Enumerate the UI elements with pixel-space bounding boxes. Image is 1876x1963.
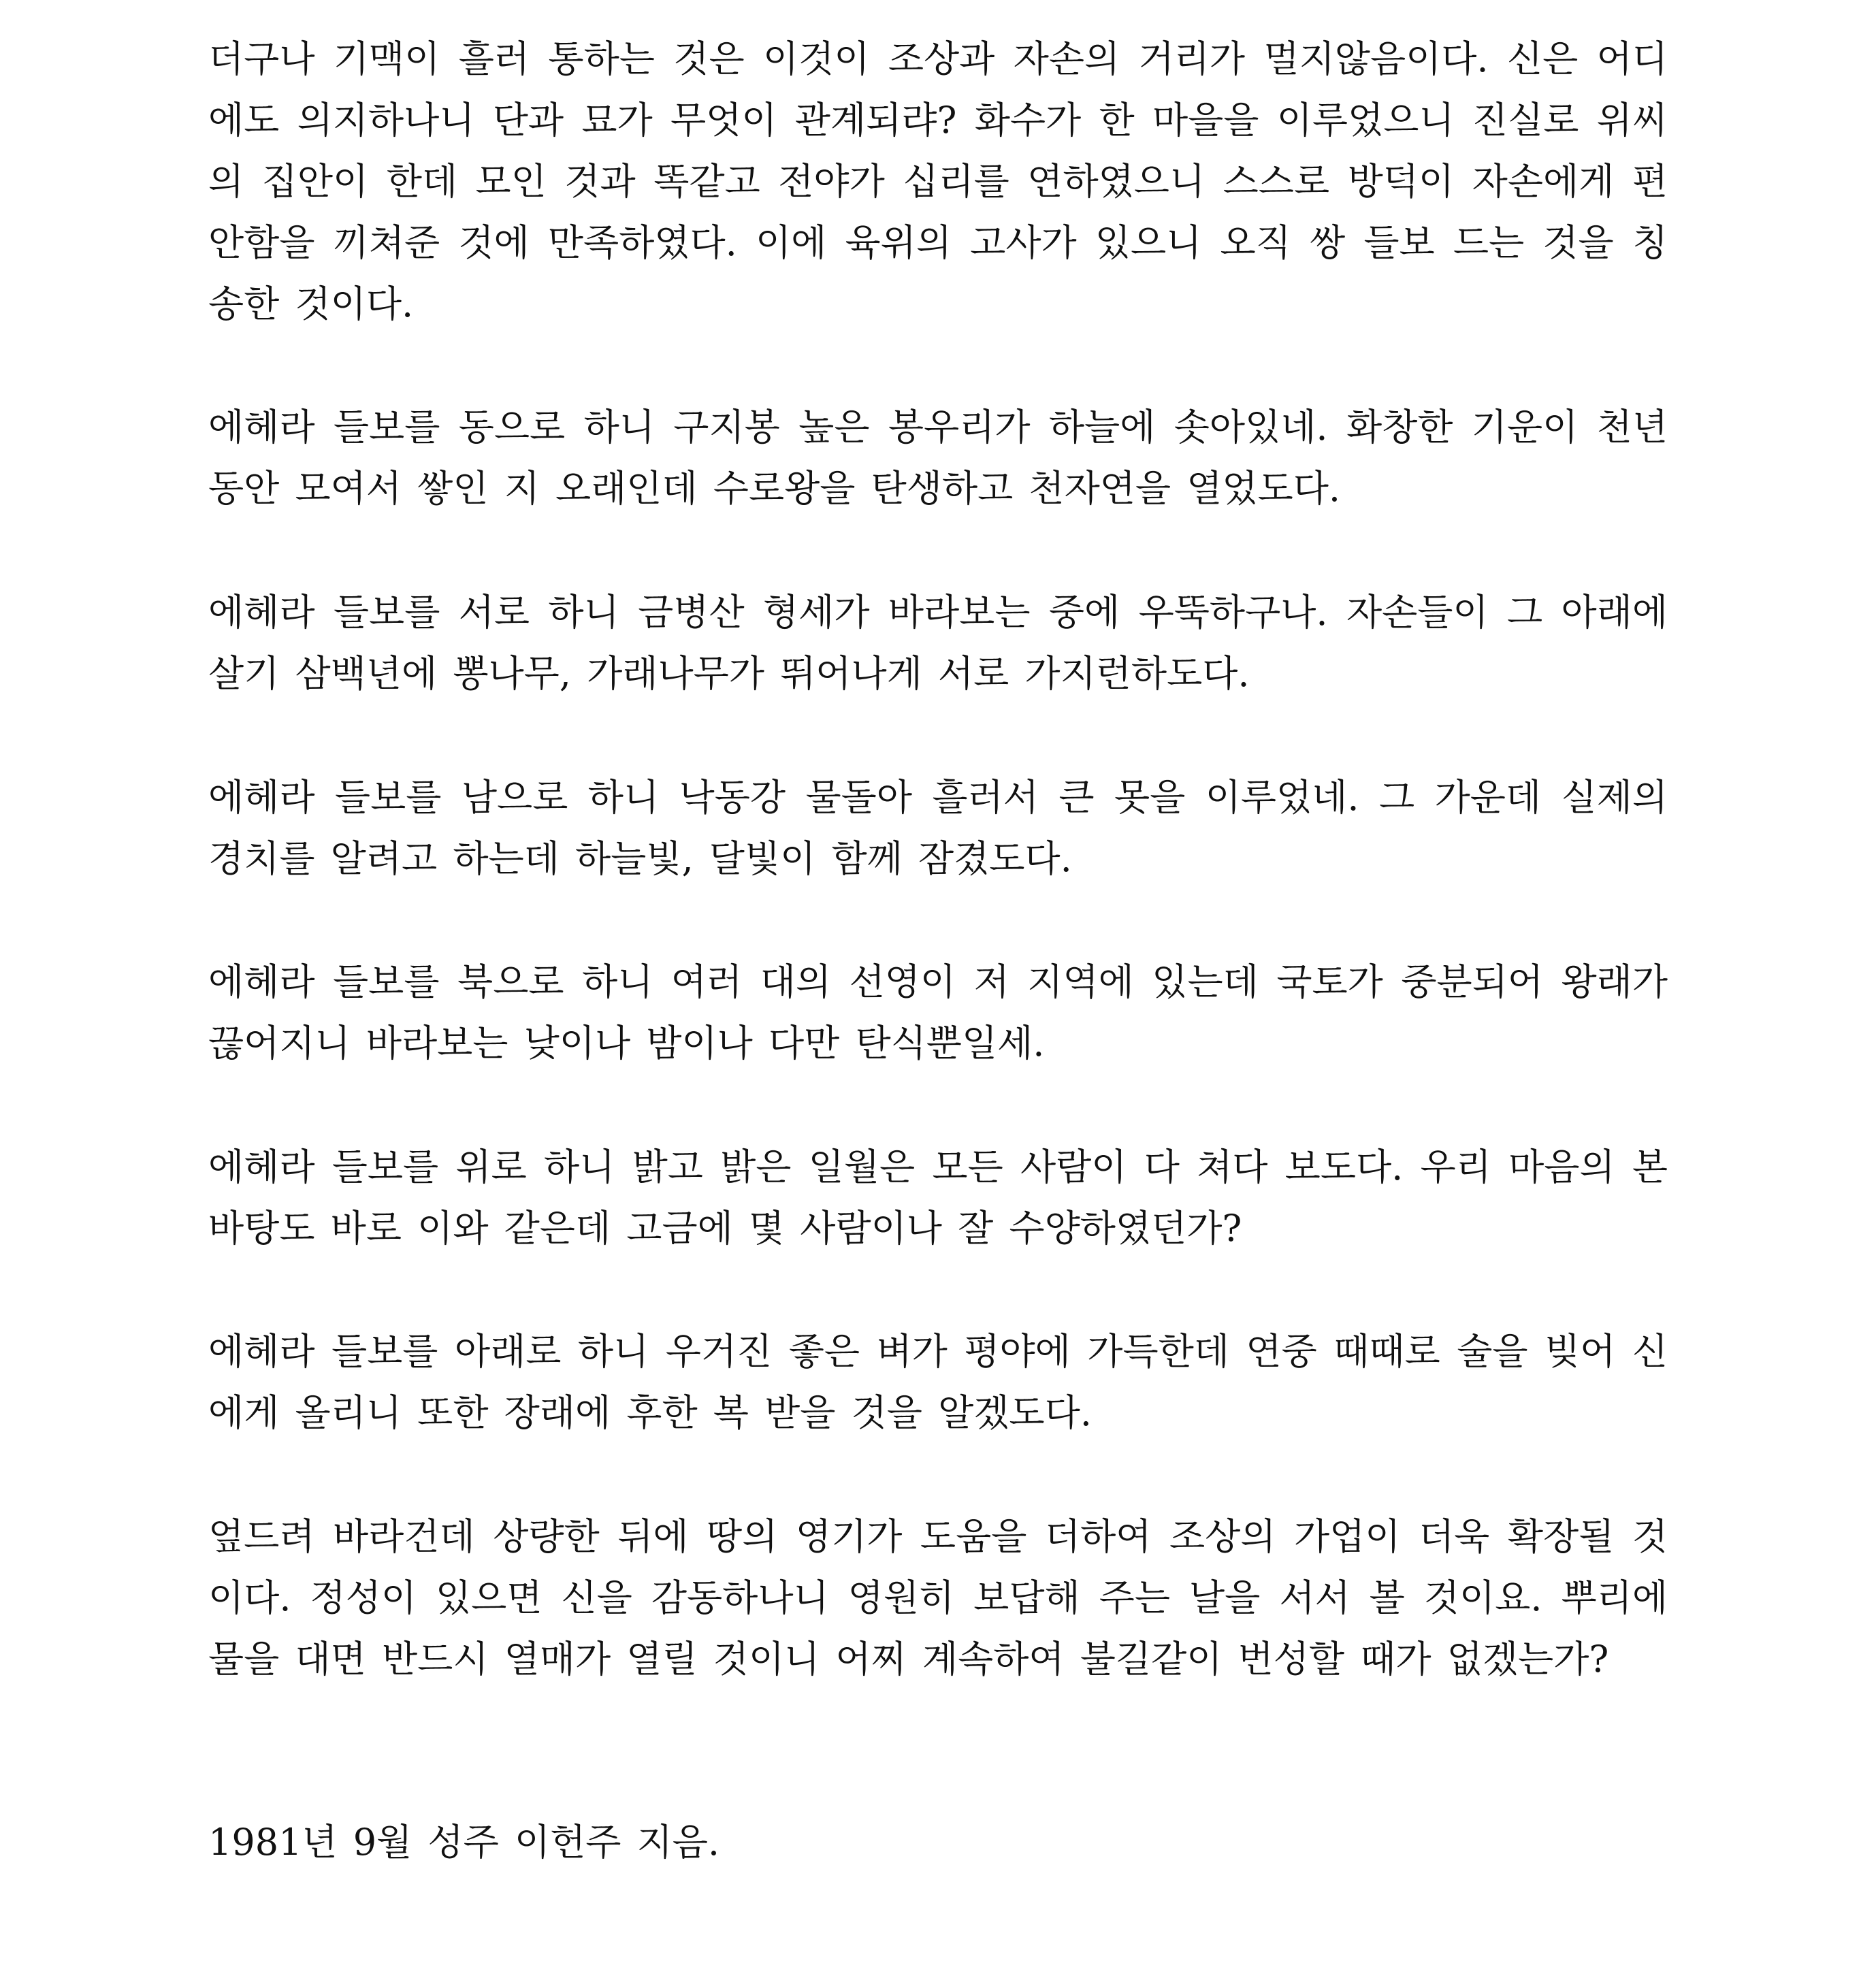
paragraph-north: 에헤라 들보를 북으로 하니 여러 대의 선영이 저 지역에 있는데 국토가 중분되어 왕래가 끊어지니 바라보는 낮이나 밤이나 다만 탄식뿐일세. <box>208 960 1668 1065</box>
paragraph-intro: 더구나 기맥이 흘러 통하는 것은 이것이 조상과 자손의 거리가 멀지않음이다. 신은 어디에도 의지하나니 단과 묘가 무엇이 관계되랴? 화수가 한 마을을 이루었으니 진실로 위씨의 집안이 한데 모인 것과 똑같고 전야가 십리를 연하였으니 스스로 방덕이 자손에게 편안함을 끼쳐준 것에 만족하였다. 이에 육위의 고사가 있으니 오직 쌍 들보 드는 것을 칭송한 것이다. <box>208 37 1668 325</box>
paragraph-west: 에헤라 들보를 서로 하니 금병산 형세가 바라보는 중에 우뚝하구나. 자손들이 그 아래에 살기 삼백년에 뽕나무, 가래나무가 뛰어나게 서로 가지런하도다. <box>208 591 1668 695</box>
signature-line: 1981년 9월 성주 이헌주 지음. <box>208 1821 720 1864</box>
paragraph-closing: 엎드려 바라건데 상량한 뒤에 땅의 영기가 도움을 더하여 조상의 가업이 더욱 확장될 것이다. 정성이 있으면 신을 감동하나니 영원히 보답해 주는 날을 서서 볼 것이요. 뿌리에 물을 대면 반드시 열매가 열릴 것이니 어찌 계속하여 불길같이 번성할 때가 없겠는가? <box>208 1515 1668 1681</box>
paragraph-south: 에헤라 들보를 남으로 하니 낙동강 물돌아 흘러서 큰 못을 이루었네. 그 가운데 실제의 경치를 알려고 하는데 하늘빛, 달빛이 함께 잠겼도다. <box>208 776 1668 880</box>
paragraph-east: 에헤라 들보를 동으로 하니 구지봉 높은 봉우리가 하늘에 솟아있네. 화창한 기운이 천년동안 모여서 쌓인 지 오래인데 수로왕을 탄생하고 천자연을 열었도다. <box>208 406 1668 510</box>
paragraph-up: 에헤라 들보를 위로 하니 밝고 밝은 일월은 모든 사람이 다 쳐다 보도다. 우리 마음의 본바탕도 바로 이와 같은데 고금에 몇 사람이나 잘 수양하였던가? <box>208 1146 1668 1250</box>
paragraph-down: 에헤라 들보를 아래로 하니 우거진 좋은 벼가 평야에 가득한데 연중 때때로 술을 빚어 신에게 올리니 또한 장래에 후한 복 받을 것을 알겠도다. <box>208 1330 1668 1434</box>
